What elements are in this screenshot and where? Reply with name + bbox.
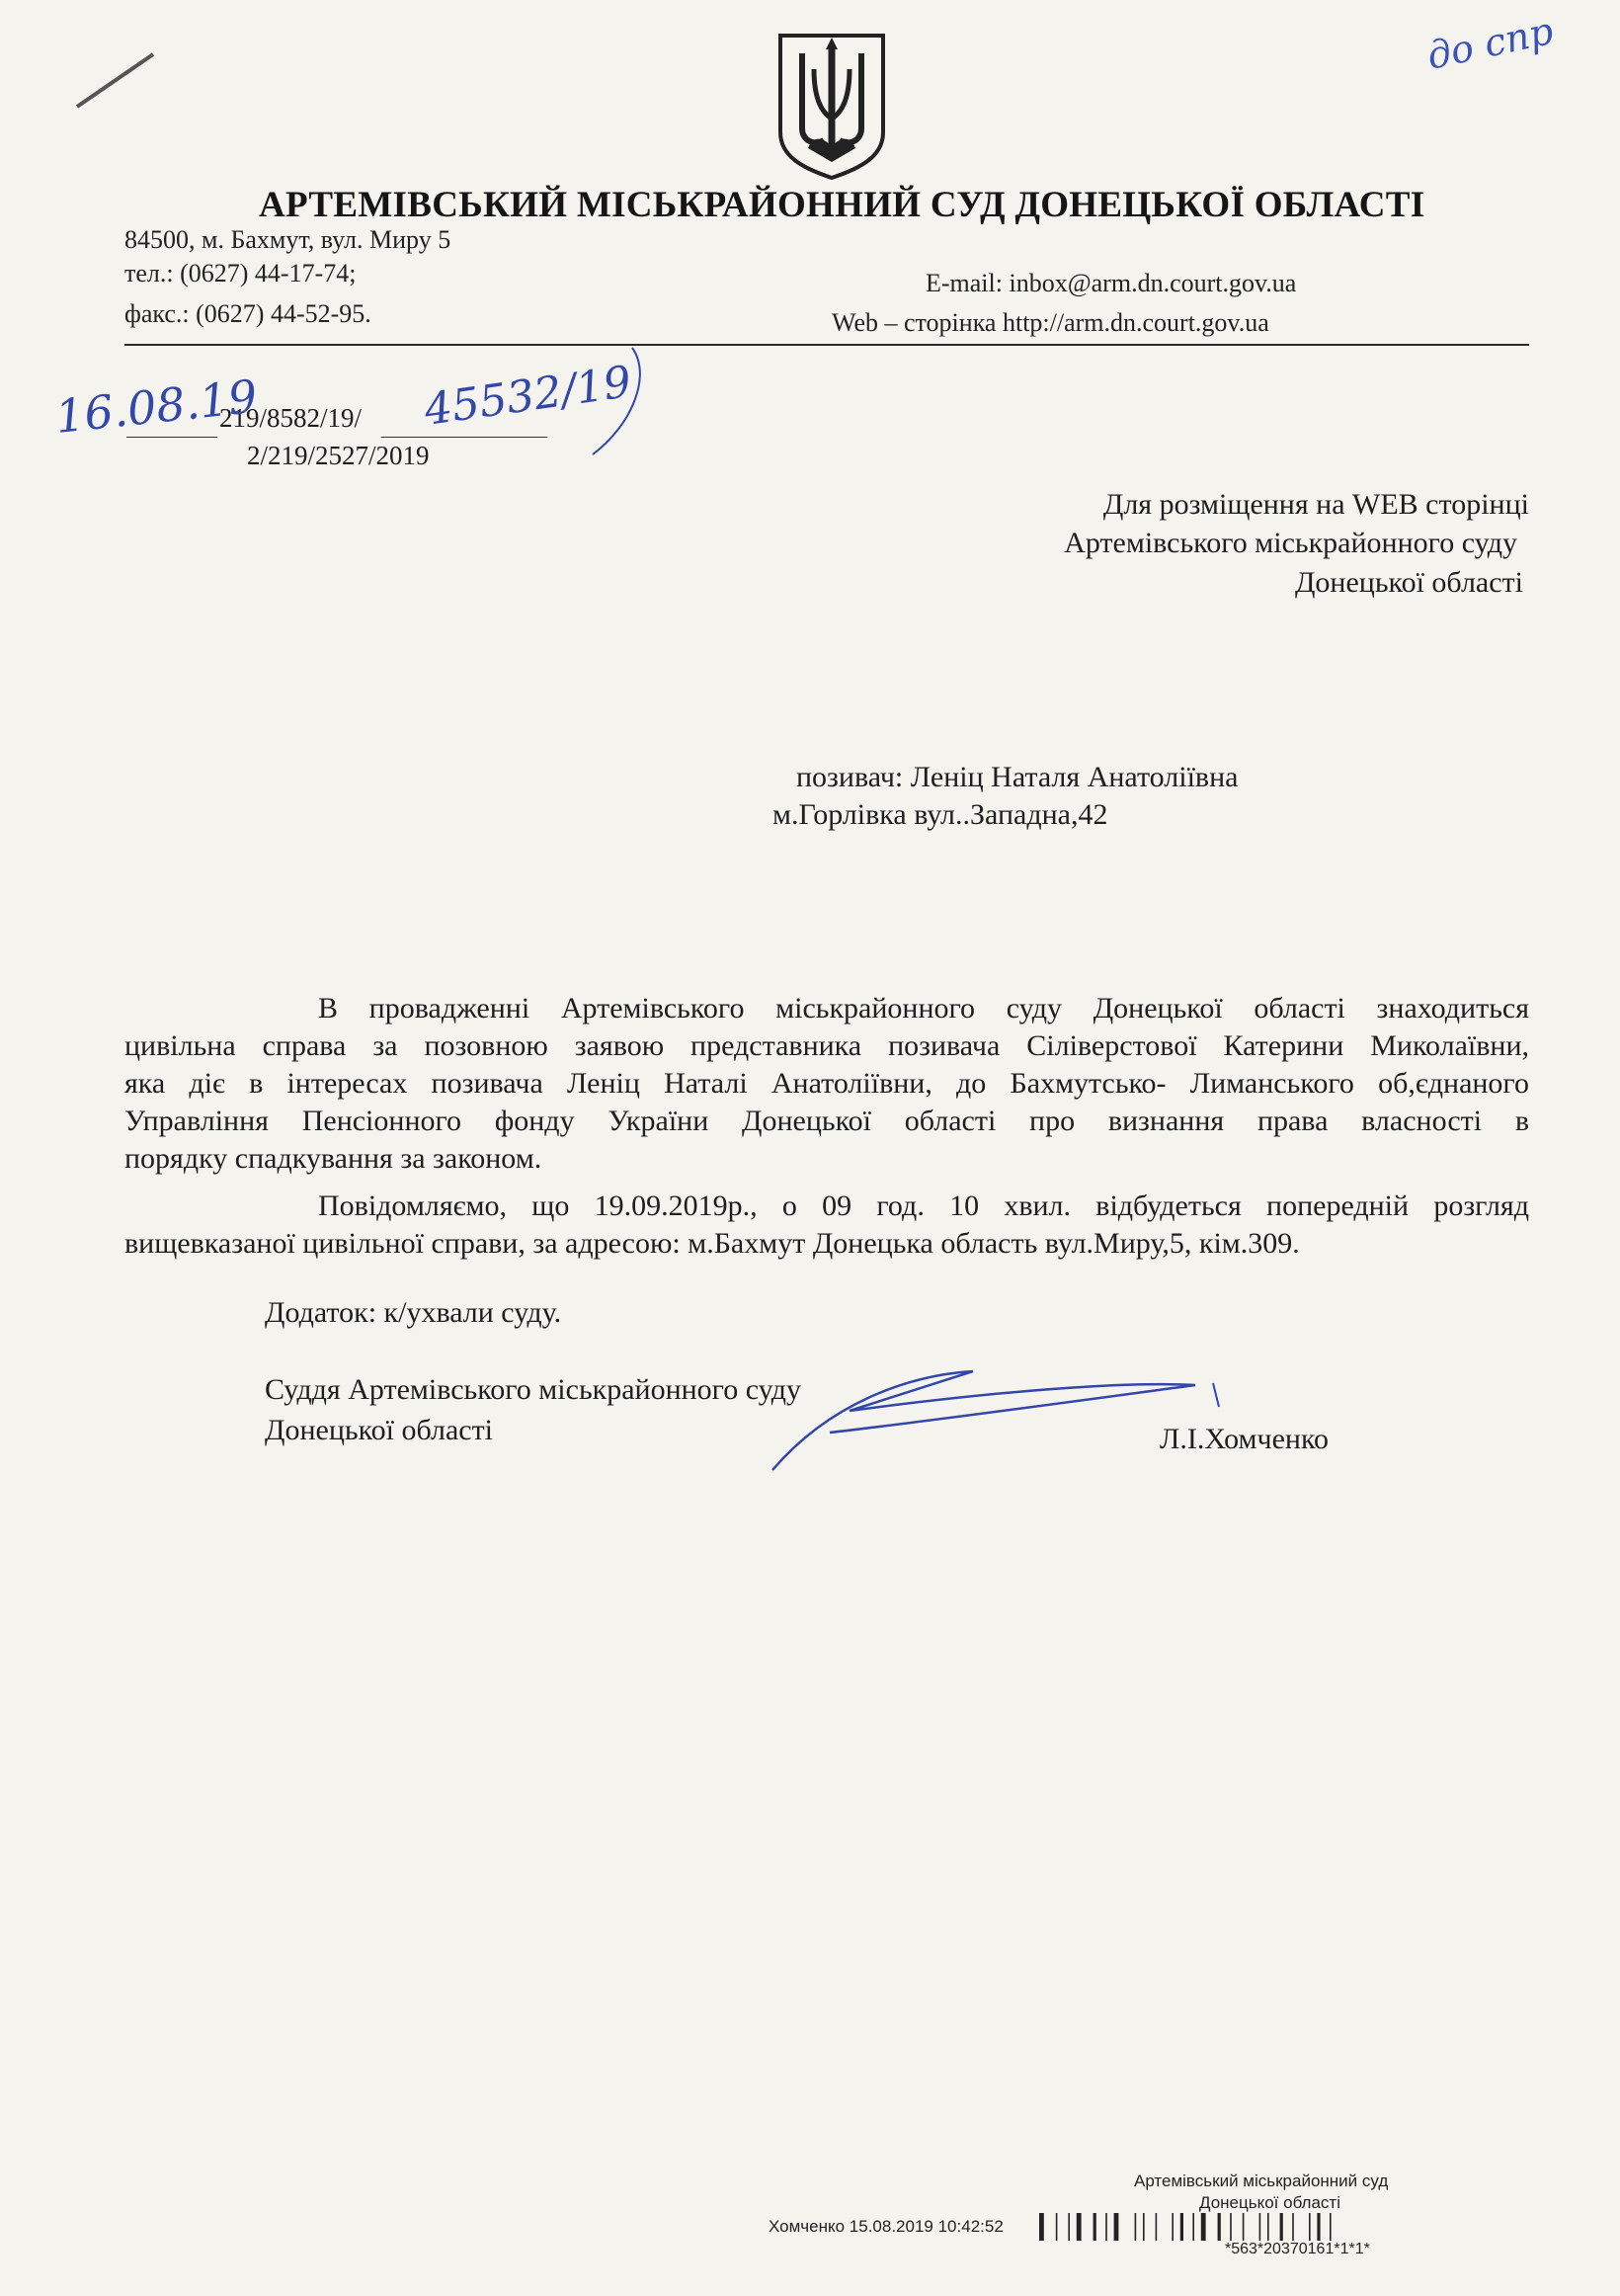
barcode-bar: [1143, 2213, 1145, 2241]
barcode-bar: [1292, 2213, 1294, 2241]
barcode-bar: [1192, 2213, 1194, 2241]
footer-stamp: Хомченко 15.08.2019 10:42:52: [769, 2217, 1004, 2236]
barcode-bar: [1105, 2213, 1107, 2241]
paragraph-line: порядку спадкування за законом.: [124, 1142, 542, 1175]
handwritten-date: 16.08.19: [52, 369, 260, 444]
paragraph-line: яка діє в інтересах позивача Леніц Наталі Анатоліївни, до Бахмутсько- Лиманського об,єднаного: [124, 1067, 1529, 1100]
footer-court-line-2: Донецької області: [1199, 2193, 1340, 2212]
barcode-bar: [1056, 2213, 1058, 2241]
addressee-line-1: Для розміщення на WEB сторінці: [1102, 488, 1529, 521]
plaintiff-address: м.Горлівка вул..Западна,42: [772, 798, 1108, 831]
top-right-handwriting: до спр: [1422, 8, 1558, 78]
paragraph-line: вищевказаної цивільної справи, за адресою: м.Бахмут Донецька область вул.Миру,5, кім.309.: [124, 1227, 1300, 1260]
barcode-bar: [1172, 2213, 1174, 2241]
barcode: [1039, 2213, 1332, 2241]
barcode-bar: [1180, 2213, 1183, 2241]
case-number: 2/219/2527/2019: [247, 441, 430, 470]
court-address: 84500, м. Бахмут, вул. Миру 5: [124, 225, 451, 254]
barcode-bar: [1309, 2213, 1311, 2241]
paragraph-line: цивільна справа за позовною заявою представника позивача Сіліверстової Катерини Миколаївни,: [124, 1029, 1529, 1062]
court-website: Web – сторінка http://arm.dn.court.gov.ua: [832, 308, 1269, 337]
barcode-bar: [1068, 2213, 1070, 2241]
paragraph-line: Повідомляємо, що 19.09.2019р., о 09 год. 10 хвил. відбудеться попередній розгляд: [318, 1189, 1529, 1222]
barcode-bar: [1039, 2213, 1044, 2241]
addressee-line-3: Донецької області: [1294, 566, 1523, 599]
addressee-line-2: Артемівського міськрайонного суду: [1064, 527, 1517, 559]
outgoing-number: 219/8582/19/: [219, 403, 363, 433]
judge-title-line-1: Суддя Артемівського міськрайонного суду: [265, 1373, 802, 1406]
barcode-bar: [1280, 2213, 1283, 2241]
barcode-text: *563*20370161*1*1*: [1225, 2241, 1370, 2257]
barcode-bar: [1267, 2213, 1269, 2241]
barcode-bar: [1230, 2213, 1232, 2241]
barcode-bar: [1201, 2213, 1206, 2241]
paragraph-line: Управління Пенсіонного фонду України Донецької області про визнання права власності в: [124, 1105, 1529, 1137]
paragraph-line: В провадженні Артемівського міськрайонного суду Донецької області знаходиться: [318, 992, 1529, 1025]
barcode-bar: [1243, 2213, 1245, 2241]
judge-name: Л.І.Хомченко: [1160, 1423, 1330, 1455]
barcode-bar: [1259, 2213, 1261, 2241]
court-name: АРТЕМІВСЬКИЙ МІСЬКРАЙОННИЙ СУД ДОНЕЦЬКОЇ ОБЛАСТІ: [259, 185, 1425, 225]
judge-title-line-2: Донецької області: [265, 1414, 494, 1446]
court-phone: тел.: (0627) 44-17-74;: [124, 259, 357, 287]
barcode-bar: [1114, 2213, 1119, 2241]
barcode-bar: [1218, 2213, 1221, 2241]
barcode-bar: [1330, 2213, 1332, 2241]
footer-court-line-1: Артемівський міськрайонний суд: [1134, 2172, 1389, 2190]
plaintiff-name: позивач: Леніц Наталя Анатоліївна: [796, 761, 1239, 793]
court-fax: факс.: (0627) 44-52-95.: [124, 299, 371, 328]
barcode-bar: [1135, 2213, 1137, 2241]
barcode-bar: [1077, 2213, 1082, 2241]
handwritten-number: 45532/19: [421, 357, 635, 436]
barcode-bar: [1317, 2213, 1320, 2241]
barcode-bar: [1156, 2213, 1158, 2241]
barcode-bar: [1094, 2213, 1096, 2241]
court-email: E-mail: inbox@arm.dn.court.gov.ua: [926, 269, 1297, 297]
attachment-note: Додаток: к/ухвали суду.: [265, 1296, 562, 1329]
